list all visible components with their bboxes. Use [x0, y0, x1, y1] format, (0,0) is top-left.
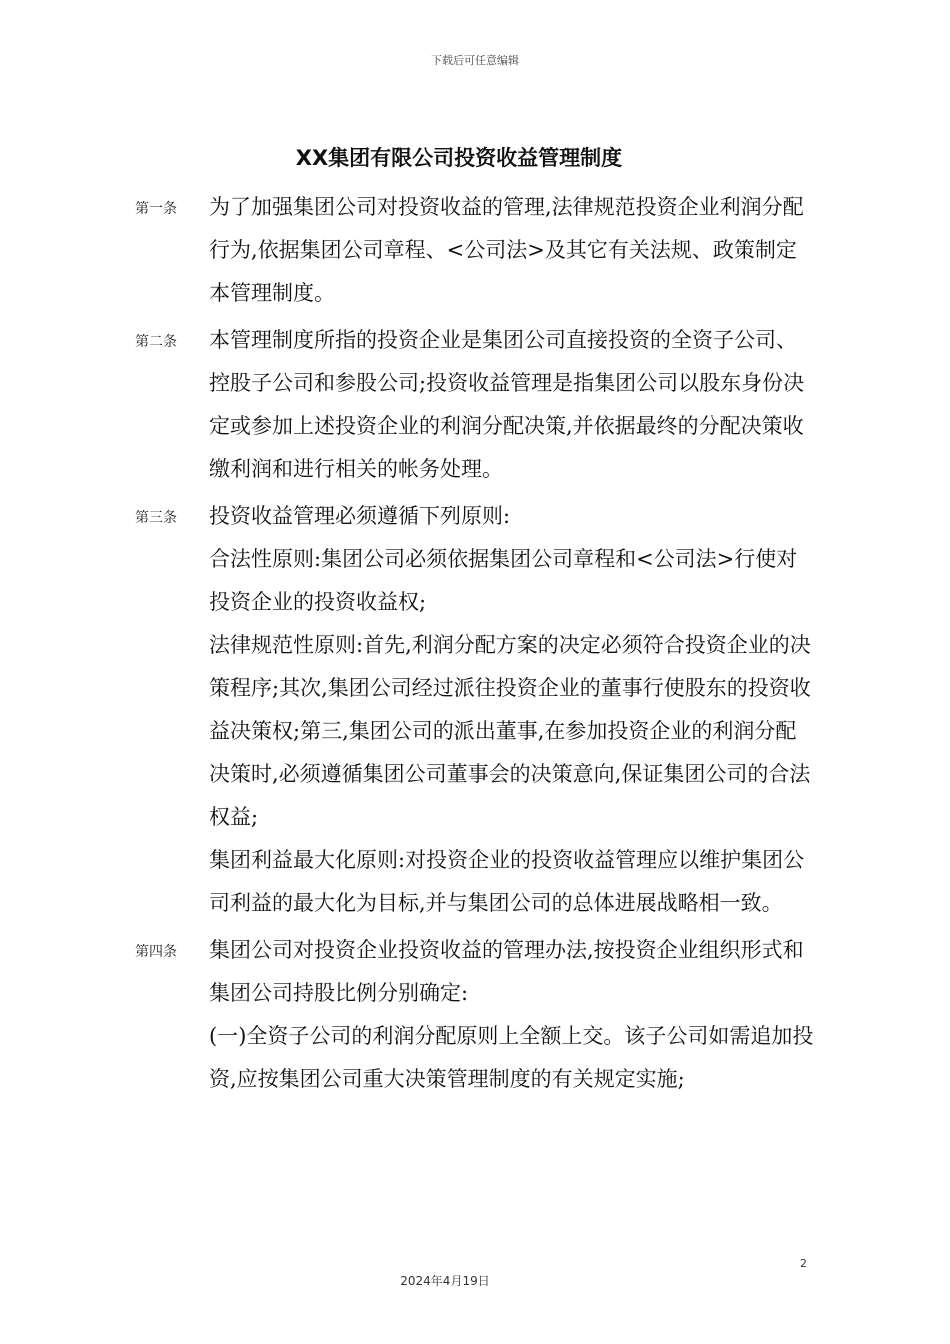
article-2: [0, 319, 950, 491]
article-paragraph: 合法性原则:集团公司必须依据集团公司章程和<公司法>行使对投资企业的投资收益权;: [209, 547, 798, 614]
article-1: [0, 186, 950, 315]
header-note: 下载后可任意编辑: [431, 54, 519, 67]
article-label: 第二条: [135, 334, 177, 350]
article-paragraph: 法律规范性原则:首先,利润分配方案的决定必须符合投资企业的决策程序;其次,集团公司经过派往投资企业的董事行使股东的投资收益决策权;第三,集团公司的派出董事,在参加投资企业的利润分配决策时,必须遵循集团公司董事会的决策意向,保证集团公司的合法权益;: [209, 633, 811, 829]
article-label: 第四条: [135, 944, 177, 960]
article-3: [0, 495, 950, 925]
article-4: [0, 929, 950, 1101]
page-number: 2: [800, 1257, 807, 1270]
article-paragraph: 集团公司对投资企业投资收益的管理办法,按投资企业组织形式和集团公司持股比例分别确定:: [209, 938, 804, 1005]
article-paragraph: 投资收益管理必须遵循下列原则:: [209, 504, 511, 528]
article-paragraph: 为了加强集团公司对投资收益的管理,法律规范投资企业利润分配行为,依据集团公司章程、<公司法>及其它有关法规、政策制定本管理制度。: [209, 195, 804, 305]
article-label: 第三条: [135, 510, 177, 526]
article-paragraph: 本管理制度所指的投资企业是集团公司直接投资的全资子公司、控股子公司和参股公司;投资收益管理是指集团公司以股东身份决定或参加上述投资企业的利润分配决策,并依据最终的分配决策收缴利润和进行相关的帐务处理。: [209, 328, 805, 481]
articles-list: [0, 186, 950, 1105]
article-paragraph: (一)全资子公司的利润分配原则上全额上交。该子公司如需追加投资,应按集团公司重大决策管理制度的有关规定实施;: [209, 1024, 814, 1091]
document-title: XX集团有限公司投资收益管理制度: [295, 146, 623, 170]
article-label: 第一条: [135, 201, 177, 217]
footer-date: 2024年4月19日: [400, 1274, 490, 1288]
article-paragraph: 集团利益最大化原则:对投资企业的投资收益管理应以维护集团公司利益的最大化为目标,并与集团公司的总体进展战略相一致。: [209, 848, 805, 915]
